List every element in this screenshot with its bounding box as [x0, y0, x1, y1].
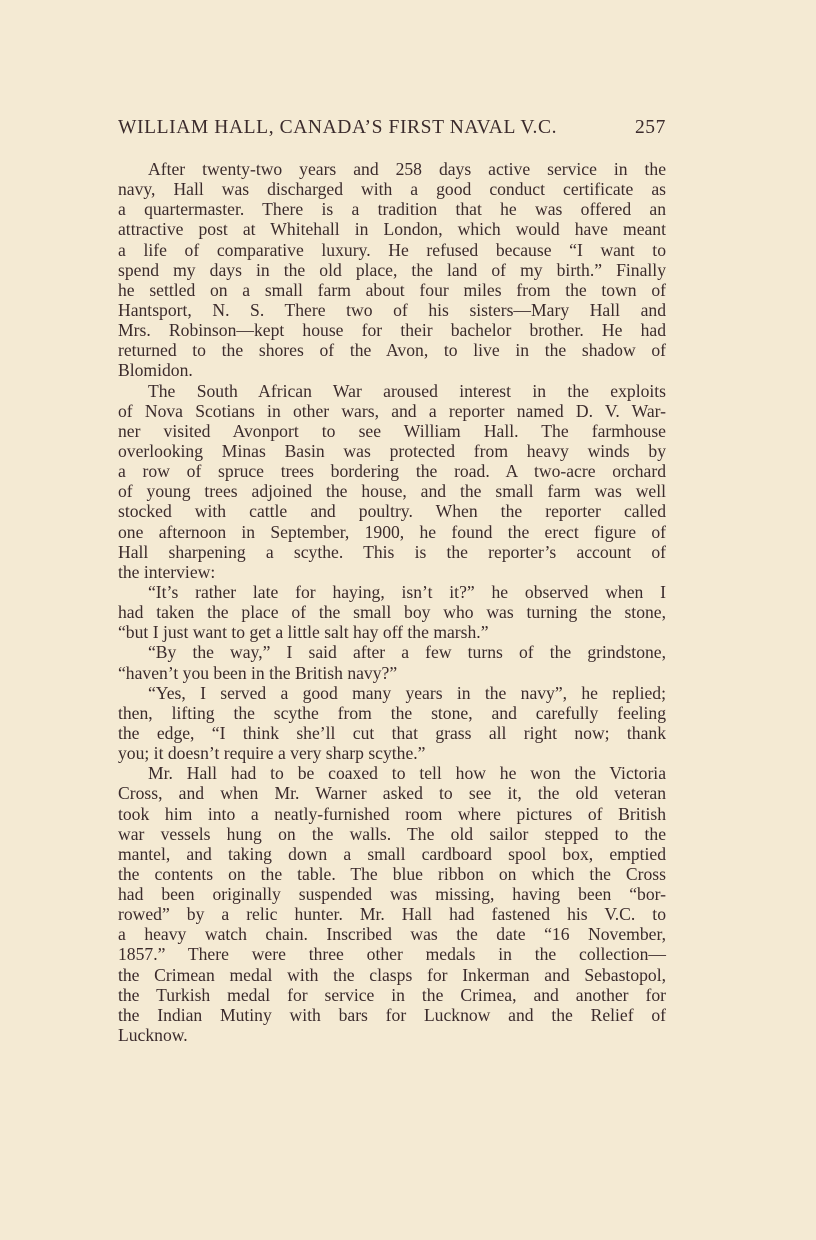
- paragraph: [118, 159, 666, 381]
- text-line: overlooking Minas Basin was protected from heavy winds by: [118, 440, 666, 461]
- text-line: had been originally suspended was missing, having been “bor-: [118, 884, 666, 905]
- text-line: attractive post at Whitehall in London, which would have meant: [118, 219, 666, 240]
- paragraph: [118, 763, 666, 1045]
- text-line: Lucknow.: [118, 1025, 188, 1046]
- text-line: 1857.” There were three other medals in the collection—: [118, 944, 666, 965]
- text-line: Mr. Hall had to be coaxed to tell how he won the Victoria: [148, 763, 666, 784]
- text-line: one afternoon in September, 1900, he found the erect figure of: [118, 521, 666, 542]
- text-line: the Turkish medal for service in the Crimea, and another for: [118, 984, 666, 1005]
- text-line: he settled on a small farm about four miles from the town of: [118, 279, 666, 300]
- text-line: a life of comparative luxury. He refused because “I want to: [118, 239, 666, 260]
- text-line: of young trees adjoined the house, and the small farm was well: [118, 481, 666, 502]
- text-line: returned to the shores of the Avon, to live in the shadow of: [118, 340, 666, 361]
- text-line: Cross, and when Mr. Warner asked to see it, the old veteran: [118, 783, 666, 804]
- text-line: then, lifting the scythe from the stone, and carefully feeling: [118, 702, 666, 723]
- running-title: WILLIAM HALL, CANADA’S FIRST NAVAL V.C.: [118, 117, 558, 138]
- text-line: had taken the place of the small boy who was turning the stone,: [118, 602, 666, 623]
- paragraph: [118, 642, 666, 682]
- text-line: “Yes, I served a good many years in the navy”, he replied;: [148, 682, 666, 703]
- page-number: 257: [634, 117, 666, 138]
- text-line: a heavy watch chain. Inscribed was the date “16 November,: [118, 924, 666, 945]
- text-line: rowed” by a relic hunter. Mr. Hall had fastened his V.C. to: [118, 904, 666, 925]
- text-line: The South African War aroused interest in the exploits: [148, 380, 666, 401]
- text-line: ner visited Avonport to see William Hall. The farmhouse: [118, 420, 666, 441]
- text-line: “By the way,” I said after a few turns of the grindstone,: [148, 642, 666, 663]
- text-line: “but I just want to get a little salt hay off the marsh.”: [118, 622, 489, 643]
- text-line: Blomidon.: [118, 360, 193, 381]
- paragraph: [118, 381, 666, 582]
- text-line: the Indian Mutiny with bars for Lucknow and the Relief of: [118, 1004, 666, 1025]
- text-line: a quartermaster. There is a tradition that he was offered an: [118, 199, 666, 220]
- text-line: the interview:: [118, 561, 216, 582]
- paragraph: [118, 582, 666, 642]
- text-line: you; it doesn’t require a very sharp scythe.”: [118, 743, 426, 764]
- text-line: the Crimean medal with the clasps for Inkerman and Sebastopol,: [118, 964, 666, 985]
- paragraph: [118, 683, 666, 764]
- text-line: “It’s rather late for haying, isn’t it?” he observed when I: [148, 581, 666, 602]
- text-line: the edge, “I think she’ll cut that grass all right now; thank: [118, 722, 666, 743]
- text-line: spend my days in the old place, the land of my birth.” Finally: [118, 259, 666, 280]
- text-line: war vessels hung on the walls. The old sailor stepped to the: [118, 823, 666, 844]
- text-line: of Nova Scotians in other wars, and a reporter named D. V. War-: [118, 400, 666, 421]
- text-line: After twenty-two years and 258 days active service in the: [148, 159, 666, 179]
- body-text: [118, 159, 666, 1045]
- text-line: Hantsport, N. S. There two of his sisters—Mary Hall and: [118, 299, 666, 320]
- text-line: the contents on the table. The blue ribbon on which the Cross: [118, 863, 666, 884]
- text-line: a row of spruce trees bordering the road. A two-acre orchard: [118, 461, 666, 482]
- text-line: mantel, and taking down a small cardboard spool box, emptied: [118, 843, 666, 864]
- text-line: stocked with cattle and poultry. When the reporter called: [118, 501, 666, 522]
- running-header: [118, 116, 666, 140]
- text-line: Hall sharpening a scythe. This is the reporter’s account of: [118, 541, 666, 562]
- text-line: navy, Hall was discharged with a good conduct certificate as: [118, 179, 666, 200]
- text-line: “haven’t you been in the British navy?”: [118, 662, 398, 683]
- text-line: took him into a neatly-furnished room where pictures of British: [118, 803, 666, 824]
- text-line: Mrs. Robinson—kept house for their bachelor brother. He had: [118, 320, 666, 341]
